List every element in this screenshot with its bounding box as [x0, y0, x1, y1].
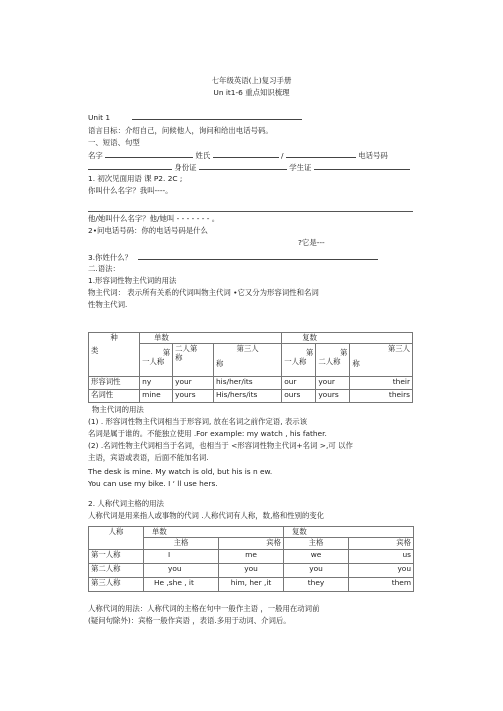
- unit-heading: [88, 112, 302, 122]
- table1-cell: his/her/its: [214, 377, 282, 390]
- usage1-title: 物主代词的用法: [92, 405, 144, 414]
- field-studentid-label: 学生证: [289, 163, 312, 172]
- table-row: [89, 564, 414, 578]
- table1-cell: His/hers/its: [214, 390, 282, 403]
- section-grammar: 二.语法：: [88, 264, 120, 273]
- answer-phone: ?它是---: [298, 238, 325, 247]
- table1-col-5: 第 二人称: [316, 344, 350, 377]
- table2-singular-header: 单数: [144, 527, 284, 538]
- table1-corner-top: 种: [110, 333, 118, 342]
- table-row: [89, 550, 414, 564]
- table1-plural-header: 复数: [282, 333, 413, 344]
- table2-cell: us: [349, 550, 414, 564]
- table2-cell: you: [349, 564, 414, 578]
- table1-cell: your: [316, 377, 350, 390]
- table1-cell: ours: [282, 390, 316, 403]
- unit-heading-text: Unit 1: [88, 113, 111, 122]
- question-surname-text: 3.你姓什么？: [88, 253, 133, 262]
- field-surname-label: 姓氏: [195, 151, 211, 160]
- table2-plural-header: 复数: [284, 527, 414, 538]
- table1-cell: ny: [140, 377, 173, 390]
- doc-title: 七年级英语(上)复习手册: [211, 76, 292, 85]
- table1-row-label: 名词性: [89, 390, 140, 403]
- unit-heading-blank: [132, 112, 302, 120]
- fields-line-2: [88, 162, 410, 172]
- usage2-line2: (疑问句除外)：宾格一般作宾语 ，表语.多用于动词、介词后。: [88, 616, 291, 625]
- table2-cell: He ,she , it: [144, 578, 219, 592]
- table-row: [89, 377, 413, 390]
- table1-corner-bottom: 类: [91, 346, 99, 355]
- grammar1-title: 1.形容词性物主代词的用法: [88, 276, 177, 285]
- field-name-label: 名字: [88, 151, 103, 160]
- table2-subhead: 主格: [284, 538, 349, 550]
- grammar1-definition-cont: 性物主代词.: [88, 300, 128, 309]
- table2-cell: him, her ,it: [219, 578, 284, 592]
- usage1-point2: (2) .名词性物主代词相当于名词，也相当于 <形容词性物主代词+名词 >,可 以作: [88, 441, 353, 450]
- table2-subhead: 主格: [144, 538, 219, 550]
- table1-cell: theirs: [350, 390, 413, 403]
- field-studentid-blank: [199, 162, 287, 170]
- table2-subhead: 宾格: [349, 538, 414, 550]
- table1-col-4: 第 一人称: [282, 344, 316, 377]
- personal-pronoun-table: [88, 526, 414, 592]
- field-studentid-end-blank: [314, 162, 410, 170]
- table1-col-3: 第三人 称: [214, 344, 282, 377]
- table2-cell: me: [219, 550, 284, 564]
- table2-row-label: 第三人称: [89, 578, 144, 592]
- table1-cell: their: [350, 377, 413, 390]
- fields-line-1: [88, 150, 388, 160]
- usage1-example1: The desk is mine. My watch is old, but his is n ew.: [88, 467, 273, 476]
- usage1-point2-cont: 主语，宾语或表语，后面不能加名词.: [88, 453, 209, 462]
- answer-line: [88, 211, 413, 212]
- table2-row-label: 第二人称: [89, 564, 144, 578]
- table2-row-label: 第一人称: [89, 550, 144, 564]
- table1-cell: yours: [316, 390, 350, 403]
- field-surname-blank: [213, 150, 279, 158]
- field-name-blank: [105, 150, 193, 158]
- table-row: [89, 390, 413, 403]
- table1-cell: yours: [173, 390, 214, 403]
- grammar2-title: 2. 人称代词主格的用法: [88, 499, 164, 508]
- usage1-example2: You can use my bike. I ‘ ll use hers.: [88, 479, 218, 488]
- field-phone-label: 电话号码: [358, 151, 388, 160]
- table1-col-2: 二人第 称: [173, 344, 214, 377]
- table2-cell: we: [284, 550, 349, 564]
- section-phrases: 一、短语、句型: [88, 138, 140, 147]
- table1-row-label: 形容词性: [89, 377, 140, 390]
- question-surname-blank: [138, 252, 378, 260]
- doc-subtitle: Un it1-6 重点知识梳理: [213, 88, 290, 97]
- question-surname: [88, 252, 378, 262]
- table2-cell: them: [349, 578, 414, 592]
- usage1-point1: (1) . 形容词性物主代词相当于形容词, 放在名词之前作定语, 表示该: [88, 417, 308, 426]
- question-his-name: 他/她叫什么名字？他/她叫 - - - - - - - 。: [88, 214, 220, 223]
- usage2-line1: 人称代词的用法：人称代词的主格在句中一般作主语 ，一般用在动词前: [88, 604, 320, 613]
- question-name: 你叫什么名字？我叫----。: [88, 186, 173, 195]
- table1-cell: our: [282, 377, 316, 390]
- table2-cell: they: [284, 578, 349, 592]
- table2-cell: you: [219, 564, 284, 578]
- table2-cell: you: [144, 564, 219, 578]
- field-id-label: 身份证: [174, 163, 197, 172]
- language-goal: 语言目标：介绍自己，问候他人，询问和给出电话号码。: [88, 126, 273, 135]
- table1-cell: mine: [140, 390, 173, 403]
- table2-cell: you: [284, 564, 349, 578]
- field-slash: /: [281, 151, 284, 160]
- table1-singular-header: 单数: [140, 333, 282, 344]
- table-row: [89, 578, 414, 592]
- table1-corner: [89, 333, 140, 377]
- usage1-point1-cont: 名词是属于谁的。不能独立使用 .For example: my watch , his father.: [88, 429, 327, 438]
- grammar2-definition: 人称代词是用来指人或事物的代词 .人称代词有人称，数,格和性别的变化: [88, 511, 325, 520]
- table2-cell: I: [144, 550, 219, 564]
- item-first-meeting: 1. 初次见面用语 课 P2. 2C ;: [88, 174, 183, 183]
- question-phone: 2•问电话号码：你的电话号码是什么: [88, 226, 208, 235]
- table1-col-6: 第三人 称: [350, 344, 413, 377]
- possessive-pronoun-table: [88, 332, 413, 403]
- field-id-blank: [88, 162, 172, 170]
- table1-col-1: 第 一人称: [140, 344, 173, 377]
- grammar1-definition: 物主代词： 表示所有关系的代词叫物主代词 •它又分为形容词性和名词: [88, 288, 319, 297]
- table1-cell: your: [173, 377, 214, 390]
- table2-subhead: 宾格: [219, 538, 284, 550]
- table2-corner: 人称: [89, 527, 144, 550]
- field-phone-blank: [286, 150, 356, 158]
